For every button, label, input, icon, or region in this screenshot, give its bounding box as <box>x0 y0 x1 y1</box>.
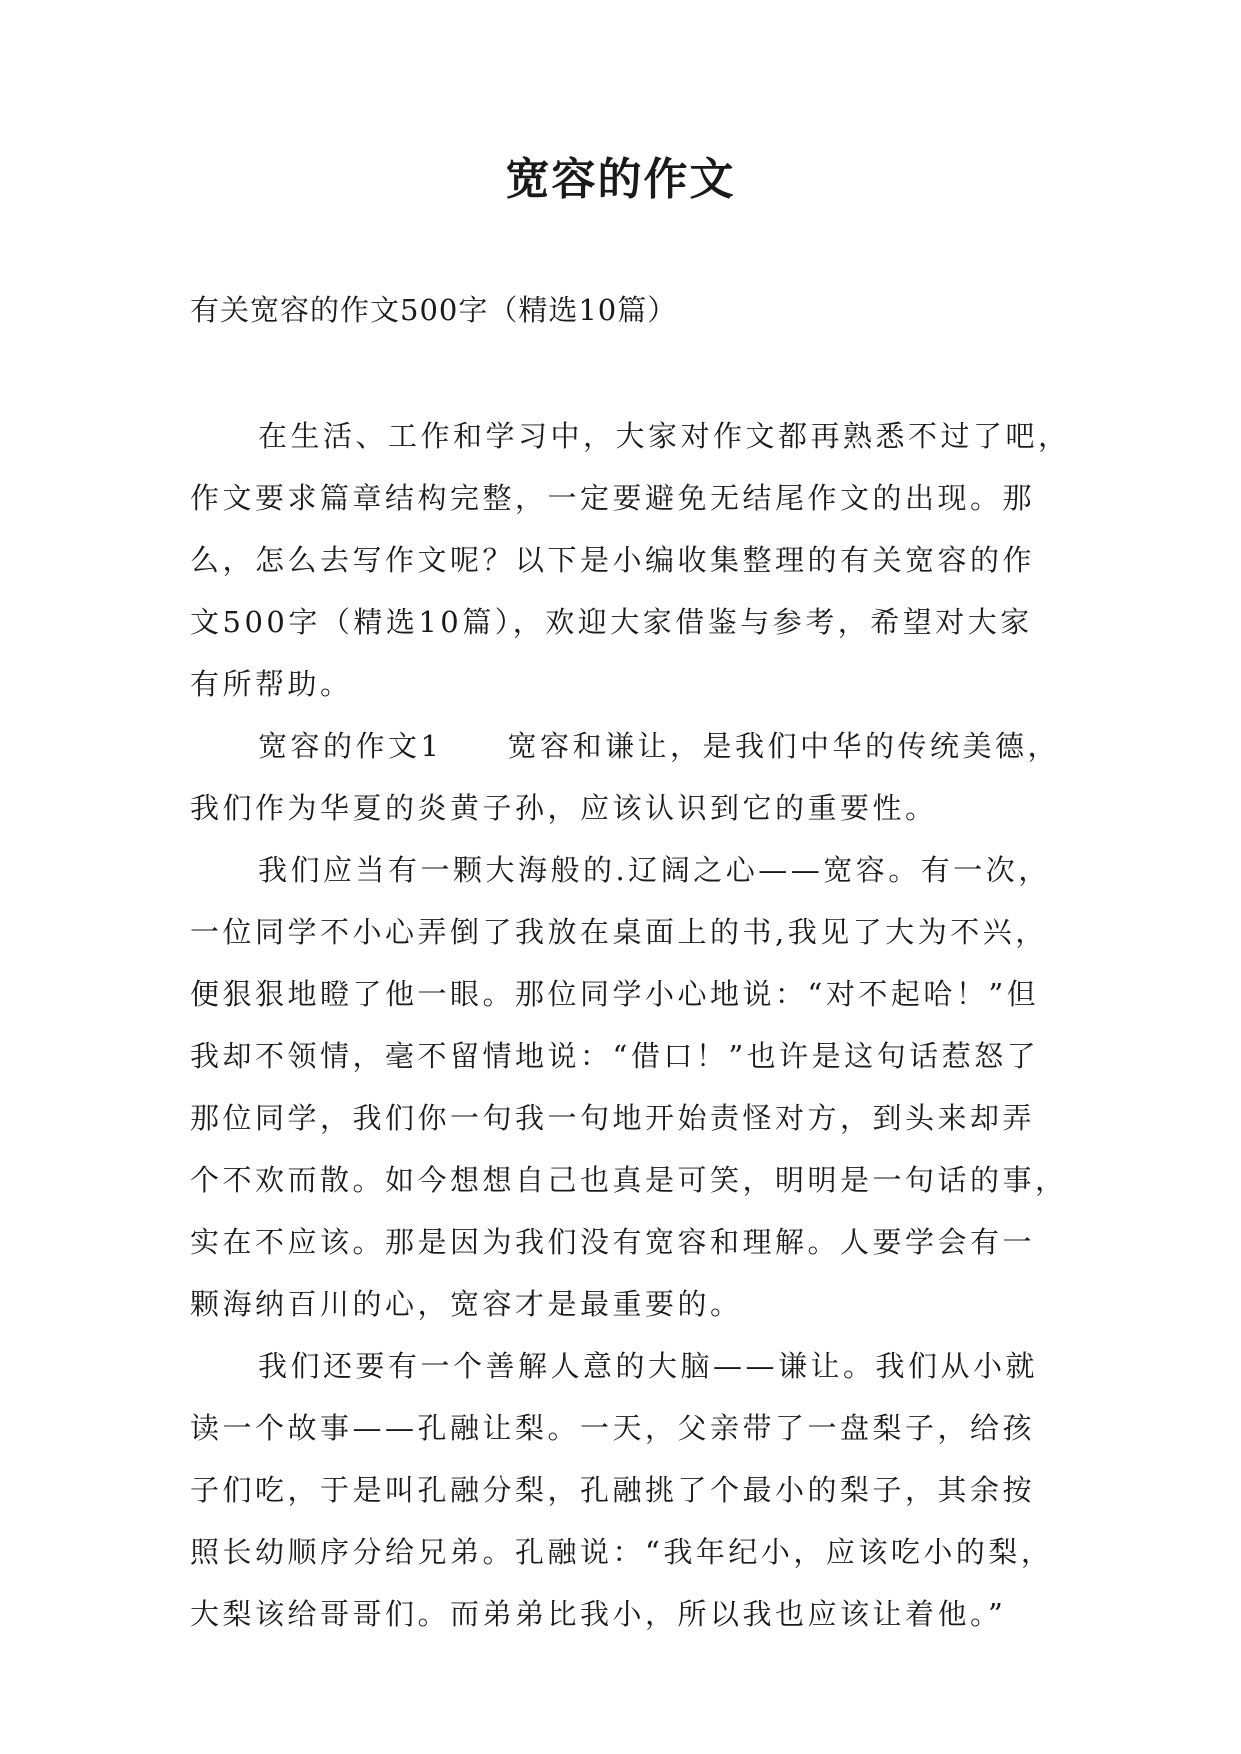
text-line: 我们应当有一颗大海般的.辽阔之心——宽容。有一次， <box>258 853 1051 887</box>
page-title: 宽容的作文 <box>505 154 736 205</box>
text-line: 实在不应该。那是因为我们没有宽容和理解。人要学会有一 <box>190 1225 1036 1259</box>
text-line: 我却不领情，毫不留情地说：“借口！”也许是这句话惹怒了 <box>190 1039 1040 1073</box>
text-line: 宽容的作文1 宽容和谦让，是我们中华的传统美德， <box>258 729 1060 763</box>
text-line: 个不欢而散。如今想想自己也真是可笑，明明是一句话的事， <box>190 1163 1068 1197</box>
text-line: 子们吃，于是叫孔融分梨，孔融挑了个最小的梨子，其余按 <box>190 1473 1036 1507</box>
document-body <box>190 405 1071 1645</box>
subtitle: 有关宽容的作文500字（精选10篇） <box>190 293 678 327</box>
text-line: 我们还要有一个善解人意的大脑——谦让。我们从小就 <box>258 1349 1039 1383</box>
text-line: 作文要求篇章结构完整，一定要避免无结尾作文的出现。那 <box>190 481 1036 515</box>
text-line: 那位同学，我们你一句我一句地开始责怪对方，到头来却弄 <box>190 1101 1036 1135</box>
text-line: 在生活、工作和学习中，大家对作文都再熟悉不过了吧， <box>258 419 1071 453</box>
text-line: 便狠狠地瞪了他一眼。那位同学小心地说：“对不起哈！”但 <box>190 977 1040 1011</box>
text-line: 读一个故事——孔融让梨。一天，父亲带了一盘梨子，给孩 <box>190 1411 1036 1445</box>
text-line: 大梨该给哥哥们。而弟弟比我小，所以我也应该让着他。” <box>190 1597 1007 1631</box>
text-line: 照长幼顺序分给兄弟。孔融说：“我年纪小，应该吃小的梨， <box>190 1535 1054 1569</box>
text-line: 我们作为华夏的炎黄子孙，应该认识到它的重要性。 <box>190 791 938 825</box>
text-line: 一位同学不小心弄倒了我放在桌面上的书,我见了大为不兴， <box>190 915 1048 949</box>
text-line: 文500字（精选10篇），欢迎大家借鉴与参考，希望对大家 <box>190 605 1033 639</box>
text-line: 有所帮助。 <box>190 667 353 701</box>
text-line: 么，怎么去写作文呢？以下是小编收集整理的有关宽容的作 <box>190 543 1036 577</box>
text-line: 颗海纳百川的心，宽容才是最重要的。 <box>190 1287 743 1321</box>
